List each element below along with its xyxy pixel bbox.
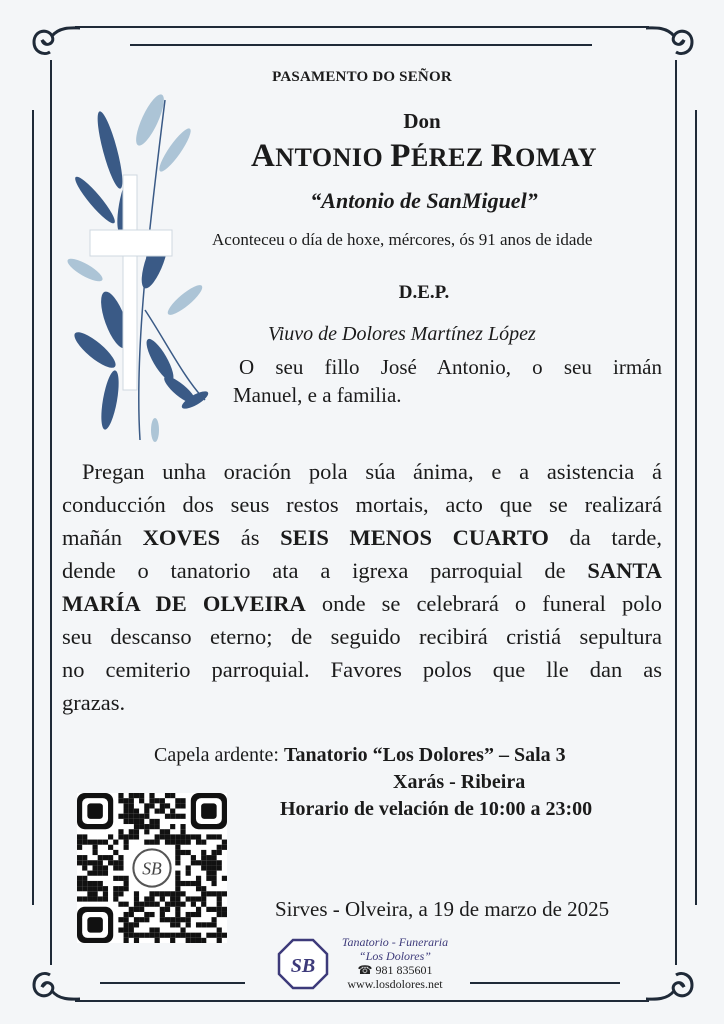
corner-ornament-bottom-right <box>640 965 696 1005</box>
nickname: “Antonio de SanMiguel” <box>310 188 538 213</box>
corner-ornament-top-left <box>30 22 86 62</box>
phone-number: ☎ 981 835601 <box>357 963 433 977</box>
chapel-town: Xarás - Ribeira <box>393 771 526 793</box>
name-rest-1: NTONIO <box>275 143 391 172</box>
funeral-home-name-1: Tanatorio - Funeraria <box>341 935 449 949</box>
body-line-1: Pregan unha oración pola súa ánima, e a asistencia á <box>82 459 662 484</box>
honorific <box>60 109 724 134</box>
body-line-8: grazas. <box>62 690 126 715</box>
church-highlight: SANTA <box>587 558 662 583</box>
honorific-text: Don <box>403 109 441 133</box>
corner-ornament-top-right <box>640 22 696 62</box>
body-text: dende o tanatorio ata a igrexa parroquial de <box>62 558 588 583</box>
qr-code[interactable] <box>77 793 227 943</box>
chapel-place: Tanatorio “Los Dolores” – Sala 3 <box>283 744 566 766</box>
body-line-2: conducción dos seus restos mortais, acto que se realizará <box>62 492 662 517</box>
funeral-home-info <box>330 935 460 991</box>
widower-line: Viuvo de Dolores Martínez López <box>268 323 536 345</box>
death-line: Aconteceu o día de hoxe, mércores, ós 91 anos de idade <box>212 230 593 249</box>
name-rest-3: OMAY <box>515 143 598 172</box>
body-text: mañán <box>62 525 143 550</box>
body-text: onde se celebrará o funeral polo <box>305 591 662 616</box>
name-initial-1: A <box>250 138 276 174</box>
svg-text:SB: SB <box>290 955 316 977</box>
deceased-name <box>62 138 724 175</box>
name-initial-2: P <box>390 138 411 174</box>
family-line-2: Manuel, e a familia. <box>233 383 402 407</box>
day-highlight: XOVES <box>142 525 221 550</box>
family-line-1: O seu fillo José Antonio, o seu irmán <box>239 355 662 379</box>
body-text: da tarde, <box>548 525 662 550</box>
website-link[interactable]: www.losdolores.net <box>347 977 443 991</box>
funeral-home-logo <box>277 938 329 990</box>
svg-text:SB: SB <box>142 858 162 879</box>
funeral-home-name-2: “Los Dolores” <box>359 949 431 963</box>
date-line: Sirves - Olveira, a 19 de marzo de 2025 <box>275 897 610 921</box>
dep-label: D.E.P. <box>398 282 450 303</box>
body-line-5 <box>62 591 662 617</box>
body-line-3 <box>62 525 662 551</box>
body-text: ás <box>220 525 281 550</box>
body-line-7: no cemiterio parroquial. Favores polos que lle dan as <box>62 657 662 682</box>
chapel-label: Capela ardente: <box>154 744 284 766</box>
corner-ornament-bottom-left <box>30 965 86 1005</box>
name-rest-2: ÉREZ <box>410 143 491 172</box>
name-initial-3: R <box>490 138 516 174</box>
church-highlight: MARÍA DE OLVEIRA <box>62 591 306 616</box>
body-line-4 <box>62 558 662 584</box>
wake-hours: Horario de velación de 10:00 a 23:00 <box>280 798 593 820</box>
time-highlight: SEIS MENOS CUARTO <box>280 525 549 550</box>
chapel-line <box>154 744 566 767</box>
body-line-6: seu descanso eterno; de seguido recibirá cristiá sepultura <box>62 624 662 649</box>
header-label: PASAMENTO DO SEÑOR <box>272 69 452 85</box>
